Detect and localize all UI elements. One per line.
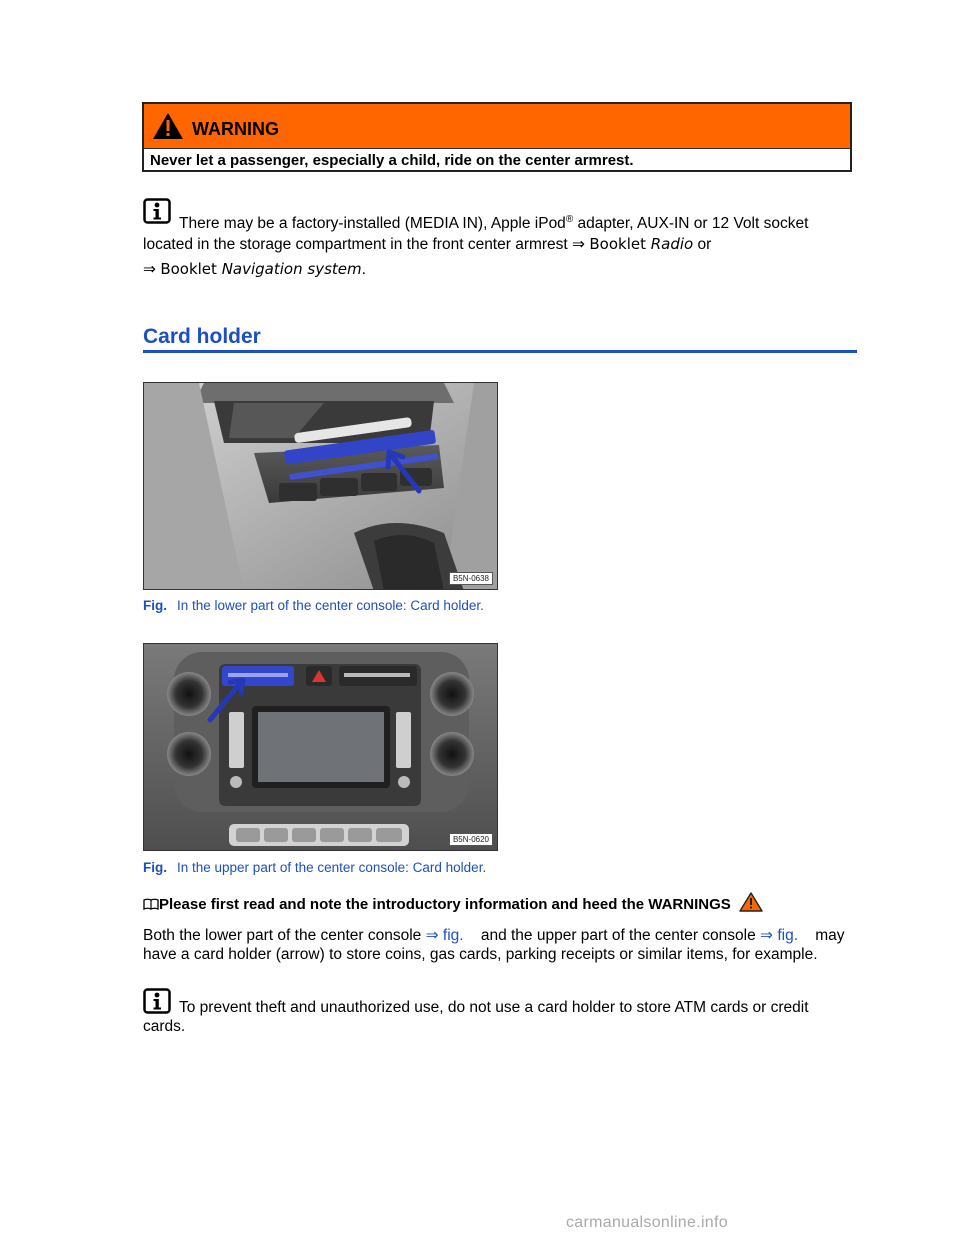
warning-box xyxy=(142,102,852,172)
book-icon xyxy=(143,898,159,910)
figure-tag: B5N-0620 xyxy=(449,833,493,846)
period: . xyxy=(361,261,366,278)
warning-header xyxy=(144,104,850,149)
caption-text: In the lower part of the center console: Card holder. xyxy=(177,598,484,613)
paragraph-text: may xyxy=(798,927,845,944)
arrow-symbol: ⇒ xyxy=(572,236,586,253)
note-text-line1: There may be a factory-installed (MEDIA IN), Apple iPod xyxy=(179,215,566,233)
note-text-line1: To prevent theft and unauthorized use, do not use a card holder to store ATM cards or credit xyxy=(179,999,809,1016)
upper-console-illustration xyxy=(144,644,498,851)
note-text-line1-end: adapter, AUX-IN or 12 Volt socket xyxy=(573,215,809,233)
warning-title: WARNING xyxy=(192,119,279,139)
intro-line xyxy=(143,892,763,913)
watermark: carmanualsonline.info xyxy=(566,1214,728,1231)
figure-link-lower[interactable]: ⇒ fig. xyxy=(425,927,464,944)
navigation-title: Navigation system xyxy=(221,260,362,278)
figure-caption xyxy=(143,598,484,613)
section-divider xyxy=(143,350,857,353)
info-icon xyxy=(143,198,171,224)
figure-tag: B5N-0638 xyxy=(449,572,493,585)
card-holder-paragraph xyxy=(143,926,863,964)
booklet-ref-navigation[interactable] xyxy=(160,260,361,278)
registered-mark: ® xyxy=(565,214,574,225)
radio-title: Radio xyxy=(650,235,694,253)
paragraph-line2: have a card holder (arrow) to store coins, gas cards, parking receipts or similar items, for example. xyxy=(143,946,818,963)
note-text-line2: located in the storage compartment in the front center armrest xyxy=(143,236,573,253)
or-word: or xyxy=(693,236,712,253)
figure-caption xyxy=(143,860,486,875)
caption-label: Fig. xyxy=(143,860,167,875)
figure-lower-console xyxy=(143,382,498,590)
caption-label: Fig. xyxy=(143,598,167,613)
booklet-ref-radio[interactable] xyxy=(589,235,693,253)
lower-console-illustration xyxy=(144,383,498,590)
note-text-line2: cards. xyxy=(143,1018,186,1035)
paragraph-text: and the upper part of the center console xyxy=(463,927,761,944)
figure-upper-console xyxy=(143,643,498,851)
caption-text: In the upper part of the center console: Card holder. xyxy=(177,860,487,875)
intro-text: Please first read and note the introductory information and heed the WARNINGS xyxy=(159,896,731,913)
booklet-word: Booklet xyxy=(160,260,217,278)
arrow-symbol: ⇒ xyxy=(143,261,156,278)
section-title: Card holder xyxy=(143,325,261,348)
paragraph-text: Both the lower part of the center console xyxy=(143,927,426,944)
info-icon xyxy=(143,988,171,1014)
warning-triangle-icon xyxy=(152,112,184,140)
figure-link-upper[interactable]: ⇒ fig. xyxy=(760,927,799,944)
booklet-word: Booklet xyxy=(589,235,646,253)
warning-text: Never let a passenger, especially a child, ride on the center armrest. xyxy=(150,152,634,169)
warning-triangle-icon xyxy=(739,892,763,912)
